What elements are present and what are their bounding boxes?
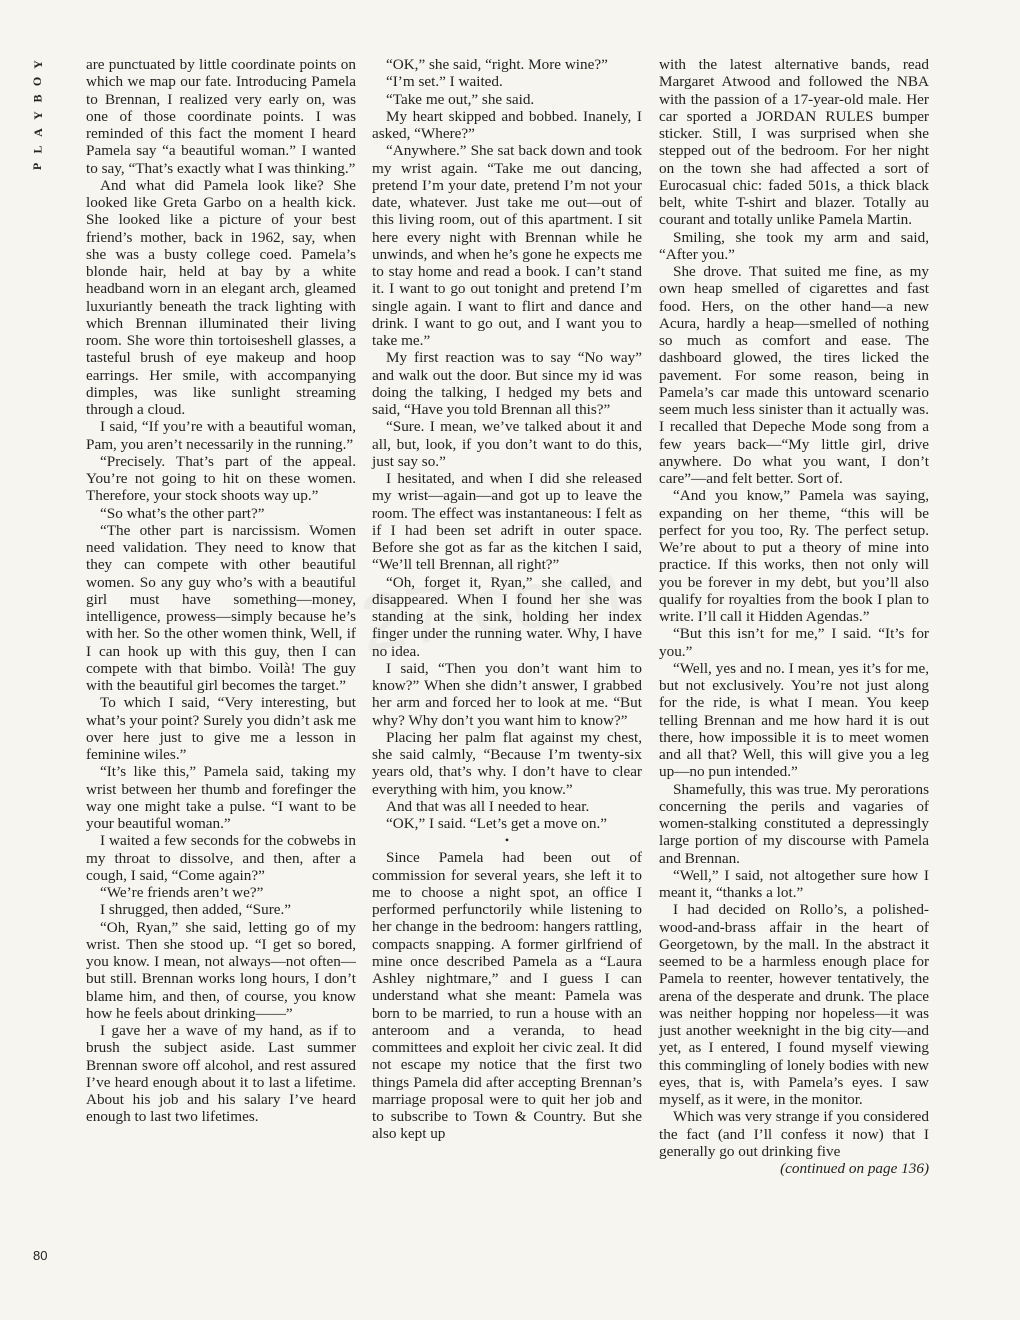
paragraph: Smiling, she took my arm and said, “After you.” bbox=[659, 228, 929, 263]
paragraph: I gave her a wave of my hand, as if to brush the subject aside. Last summer Brennan swore off alcohol, and rest assured I’ve heard enough about it to last a lifetime. About his job and his salary I’ve heard enough to last two lifetimes. bbox=[86, 1022, 356, 1126]
magazine-letter: Y bbox=[30, 111, 45, 120]
paragraph: “Oh, forget it, Ryan,” she called, and disappeared. When I found her she was standing at the sink, holding her index finger under the running water. Why, I have no idea. bbox=[372, 573, 642, 660]
paragraph: Which was very strange if you considered the fact (and I’ll confess it now) that I generally go out drinking five bbox=[659, 1108, 929, 1160]
magazine-letter: A bbox=[30, 128, 45, 137]
paragraph: She drove. That suited me fine, as my own heap smelled of cigarettes and fast food. Hers, on the other hand—a new Acura, hardly a heap—smelled of nothing so much as comfort and ease. The dashboard glowed, the tires licked the pavement. For some reason, being in Pamela’s car made this untoward scenario seem much less sinister than it actually was. I recalled that Depeche Mode song from a few years back—“My little girl, drive anywhere. Do what you want, I don’t care”—and felt better. Sort of. bbox=[659, 263, 929, 487]
paragraph: Shamefully, this was true. My perorations concerning the perils and vagaries of women-stalking constituted a depressingly large portion of my discourse with Pamela and Brennan. bbox=[659, 780, 929, 867]
continued-note: (continued on page 136) bbox=[780, 1160, 929, 1177]
paragraph: I waited a few seconds for the cobwebs in my throat to dissolve, and then, after a cough, I said, “Come again?” bbox=[86, 832, 356, 884]
magazine-letter: O bbox=[30, 76, 45, 87]
magazine-name-vertical bbox=[30, 56, 50, 175]
paragraph: “Sure. I mean, we’ve talked about it and all, but, look, if you don’t want to do this, just say so.” bbox=[372, 418, 642, 470]
paragraph: My heart skipped and bobbed. Inanely, I asked, “Where?” bbox=[372, 107, 642, 142]
paragraph: I hesitated, and when I did she released my wrist—again—and got up to leave the room. The effect was instantaneous: I felt as if I had been set adrift in outer space. Before she got as far as the kitchen I said, “We’ll tell Brennan, all right?” bbox=[372, 470, 642, 574]
paragraph: To which I said, “Very interesting, but what’s your point? Surely you didn’t ask me over here just to give me a lesson in feminine wiles.” bbox=[86, 694, 356, 763]
paragraph: I said, “Then you don’t want him to know?” When she didn’t answer, I grabbed her arm and forced her to look at me. “But why? Why don’t you want him to know?” bbox=[372, 659, 642, 729]
magazine-letter: B bbox=[30, 94, 45, 103]
paragraph: Since Pamela had been out of commission for several years, she left it to me to choose a night spot, an office I performed perfunctorily while listening to her change in the bedroom: hangers rattling, compacts snapping. A former girlfriend of mine once described Pamela as a “Laura Ashley nightmare,” and I guess I can understand what she meant: Pamela was born to be married, to run a house with an anteroom and a veranda, to head committees and exploit her civic zeal. It did not escape my notice that the first two things Pamela did after accepting Brennan’s marriage proposal were to quit her job and to subscribe to Town & Country. But she also kept up bbox=[372, 849, 642, 1143]
column-2 bbox=[372, 56, 642, 1143]
paragraph: I said, “If you’re with a beautiful woman, Pam, you aren’t necessarily in the running.” bbox=[86, 418, 356, 453]
column-3 bbox=[659, 56, 929, 1177]
magazine-letter: L bbox=[30, 145, 45, 154]
paragraph: “But this isn’t for me,” I said. “It’s for you.” bbox=[659, 625, 929, 660]
paragraph: I had decided on Rollo’s, a polished-wood-and-brass affair in the heart of Georgetown, by the mall. In the abstract it seemed to be a harmless enough place for Pamela to reenter, however tentatively, the arena of the desperate and drunk. The place was neither hopping nor hopeless—it was just another weeknight in the big city—and yet, as I entered, I found myself viewing this commingling of lonely bodies with new eyes, that is, with Pamela’s eyes. I saw myself, as it were, in the monitor. bbox=[659, 901, 929, 1108]
paragraph: “Well, yes and no. I mean, yes it’s for me, but not exclusively. You’re not just along for the ride, is what I mean. You keep telling Brennan and me how hard it is out there, how impossible it is to meet women and all that? Well, this will give you a leg up—no pun intended.” bbox=[659, 659, 929, 781]
paragraph: I shrugged, then added, “Sure.” bbox=[100, 901, 292, 919]
paragraph: are punctuated by little coordinate points on which we map our fate. Introducing Pamela to Brennan, I realized very early on, was one of those coordinate points. I was reminded of this fact the moment I heard Pamela say “a beautiful woman.” I wanted to say, “That’s exactly what I was thinking.” bbox=[86, 56, 356, 177]
paragraph: “And you know,” Pamela was saying, expanding on her theme, “this will be perfect for you too, Ry. The perfect setup. We’re about to put a theory of mine into practice. If this works, then not only will you be forever in my debt, but you’ll also qualify for royalties from the book I plan to write. I’ll call it Hidden Agendas.” bbox=[659, 487, 929, 625]
paragraph: “We’re friends aren’t we?” bbox=[100, 884, 264, 901]
paragraph: “Oh, Ryan,” she said, letting go of my wrist. Then she stood up. “I get so bored, you know. I mean, not always—not often—but still. Brennan works long hours, I don’t blame him, and then, of course, you know how he feels about drinking——” bbox=[86, 918, 356, 1022]
paragraph: And that was all I needed to hear. bbox=[386, 797, 590, 815]
paragraph: “OK,” she said, “right. More wine?” bbox=[386, 56, 608, 73]
paragraph: “Take me out,” she said. bbox=[386, 90, 535, 108]
section-divider: • bbox=[504, 833, 510, 848]
page-number: 80 bbox=[33, 1248, 48, 1263]
magazine-letter: Y bbox=[30, 60, 45, 69]
paragraph: “Well,” I said, not altogether sure how I meant it, “thanks a lot.” bbox=[659, 866, 929, 901]
paragraph: “So what’s the other part?” bbox=[100, 504, 265, 522]
paragraph: And what did Pamela look like? She looked like Greta Garbo on a health kick. She looked like a picture of your best friend’s mother, back in 1962, say, when she was a busty college coed. Pamela’s blonde hair, held at bay by a white headband worn in an elegant arch, gleamed luxuriantly beneath the track lighting with which Brennan illuminated their living room. She wore thin tortoiseshell glasses, a tasteful brush of eye makeup and hoop earrings. Her smile, with accompanying dimples, was like sunlight streaming through a cloud. bbox=[86, 176, 356, 418]
paragraph: Placing her palm flat against my chest, she said calmly, “Because I’m twenty-six years old, that’s why. I don’t have to clear everything with him, you know.” bbox=[372, 728, 642, 798]
paragraph: “Anywhere.” She sat back down and took my wrist again. “Take me out dancing, pretend I’m your date, pretend I’m not your date, whatever. Just take me out—out of this living room, out of this apartment. I sit here every night with Brennan while he unwinds, and when he’s gone he expects me to stay home and read a book. I can’t stand it. I want to go out tonight and pretend I’m single again. I want to flirt and dance and drink. I want to go out, and I want you to take me.” bbox=[372, 142, 642, 349]
paragraph: “I’m set.” I waited. bbox=[386, 73, 503, 91]
paragraph: “OK,” I said. “Let’s get a move on.” bbox=[386, 815, 607, 832]
column-1 bbox=[86, 56, 356, 1126]
paragraph: “It’s like this,” Pamela said, taking my wrist between her thumb and forefinger the way one might take a pulse. “I want to be your beautiful woman.” bbox=[86, 763, 356, 832]
paragraph: with the latest alternative bands, read Margaret Atwood and followed the NBA with the passion of a 17-year-old male. Her car sported a JORDAN RULES bumper sticker. Still, I was surprised when she stepped out of the bedroom. For her night on the town she had affected a sort of Eurocasual chic: faded 501s, a thick black belt, white T-shirt and blazer. Totally au courant and totally unlike Pamela Martin. bbox=[659, 56, 929, 229]
paragraph: “Precisely. That’s part of the appeal. You’re not going to hit on these women. Therefore, your stock shoots way up.” bbox=[86, 452, 356, 505]
magazine-letter: P bbox=[30, 162, 45, 171]
paragraph: My first reaction was to say “No way” and walk out the door. But since my id was doing the talking, I hedged my bets and said, “Have you told Brennan all this?” bbox=[372, 349, 642, 418]
paragraph: “The other part is narcissism. Women need validation. They need to know that they can compete with other beautiful women. So any guy who’s with a beautiful girl must have something—money, intelligence, prowess—simply because he’s with her. So the other women think, Well, if I can hook up with this guy, then I can compete with that bimbo. Voilà! The guy with the beautiful girl becomes the target.” bbox=[86, 521, 356, 694]
